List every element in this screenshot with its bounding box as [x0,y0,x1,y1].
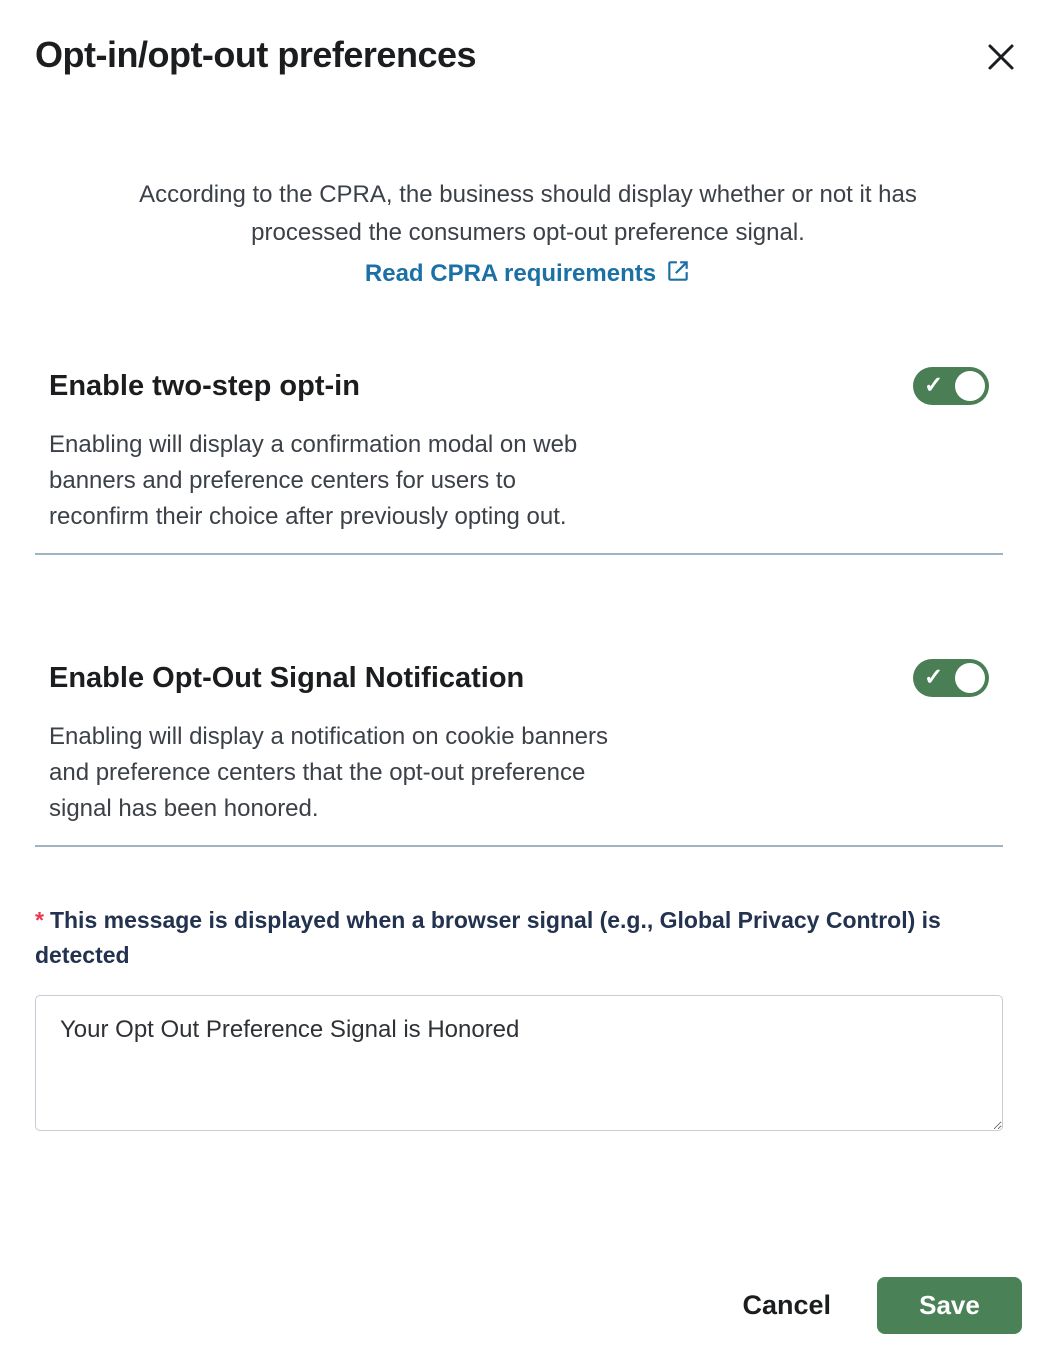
opt-out-signal-description: Enabling will display a notification on cookie banners and preference centers that the opt-out preference signal has been honored. [49,723,609,822]
signal-message-label [35,903,995,973]
modal-body [0,291,1056,1136]
save-button[interactable]: Save [877,1277,1022,1334]
required-asterisk: * [35,907,44,933]
section-divider [35,553,1003,555]
read-cpra-requirements-link[interactable] [365,256,691,291]
cancel-button[interactable]: Cancel [742,1290,831,1320]
opt-out-signal-section [35,659,1003,827]
opt-out-signal-title: Enable Opt-Out Signal Notification [49,661,525,694]
cpra-link-label: Read CPRA requirements [364,259,657,287]
two-step-opt-in-description: Enabling will display a confirmation modal on web banners and preference centers for users to reconfirm their choice after previously opting out. [49,431,578,530]
close-icon [982,64,1020,79]
opt-out-signal-row [49,659,989,697]
modal-footer [0,1277,1056,1364]
opt-out-signal-toggle[interactable] [913,659,989,697]
signal-message-field-group [35,903,1003,1136]
signal-message-label-text: This message is displayed when a browser signal (e.g., Global Privacy Control) is detected [35,907,941,968]
intro-block [0,176,1056,291]
modal-header [0,0,1056,76]
cpra-description-text: According to the CPRA, the business should display whether or not it has processed the consumers opt-out preference signal. [139,181,917,246]
cpra-link-row [90,256,966,291]
check-icon: ✓ [924,663,944,690]
two-step-opt-in-title: Enable two-step opt-in [49,369,360,402]
close-button[interactable] [982,38,1020,76]
signal-message-textarea[interactable] [35,995,1003,1131]
toggle-knob [955,663,985,693]
page-title: Opt-in/opt-out preferences [35,34,477,75]
check-icon: ✓ [924,371,944,398]
two-step-opt-in-row [49,367,989,405]
two-step-opt-in-section [35,367,1003,535]
external-link-icon [665,256,691,291]
toggle-knob [955,371,985,401]
section-divider [35,845,1003,847]
two-step-opt-in-toggle[interactable] [913,367,989,405]
